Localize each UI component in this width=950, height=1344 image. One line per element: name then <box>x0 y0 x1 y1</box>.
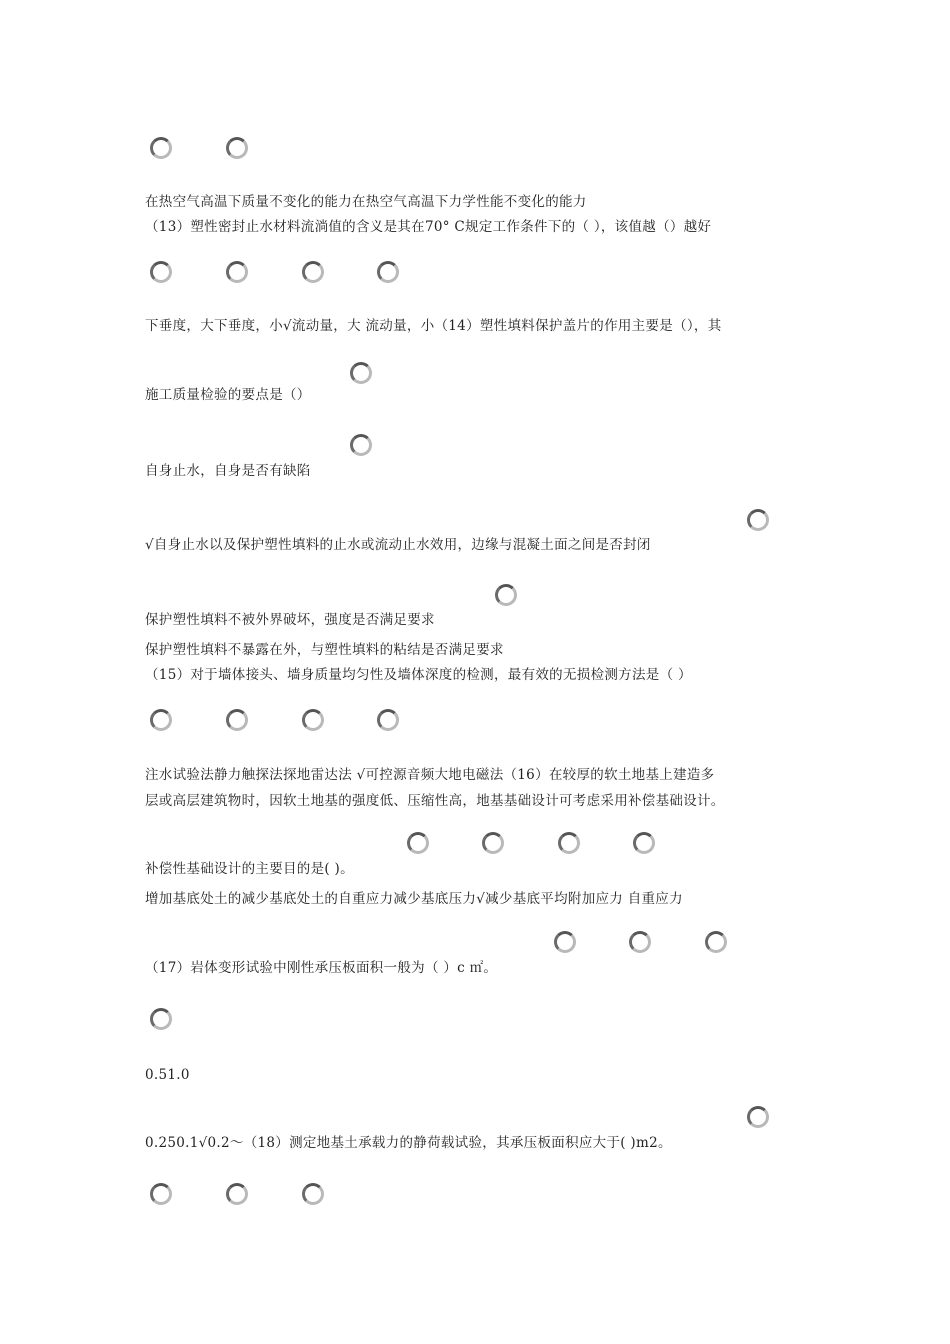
q16-options-text: 增加基底处土的减少基底处土的自重应力减少基底压力√减少基底平均附加应力 自重应力 <box>145 891 683 907</box>
q13-option-1-radio[interactable] <box>150 261 172 283</box>
q13-option-4-radio[interactable] <box>377 261 399 283</box>
q13-option-3-radio[interactable] <box>302 261 324 283</box>
q17-question: （17）岩体变形试验中刚性承压板面积一般为（ ）c ㎡。 <box>145 960 498 976</box>
q17-option-2-radio[interactable] <box>629 931 651 953</box>
q14-option-3-radio[interactable] <box>747 509 769 531</box>
q12-options-text: 在热空气高温下质量不变化的能力在热空气高温下力学性能不变化的能力 <box>145 194 587 210</box>
q14-option-1-text: 自身止水，自身是否有缺陷 <box>145 463 311 479</box>
q17-option-4-radio[interactable] <box>150 1008 172 1030</box>
q14-option-1-radio[interactable] <box>350 362 372 384</box>
q15-option-1-radio[interactable] <box>150 709 172 731</box>
q13-option-2-radio[interactable] <box>226 261 248 283</box>
q16-option-1-radio[interactable] <box>407 832 429 854</box>
q15-option-3-radio[interactable] <box>302 709 324 731</box>
q14-option-4-text: 保护塑性填料不暴露在外，与塑性填料的粘结是否满足要求 <box>145 642 504 658</box>
q16-option-3-radio[interactable] <box>558 832 580 854</box>
q14-option-2-text: √自身止水以及保护塑性填料的止水或流动止水效用，边缘与混凝土面之间是否封闭 <box>145 537 651 553</box>
q15-option-2-radio[interactable] <box>226 709 248 731</box>
q13-question: （13）塑性密封止水材料流淌值的含义是其在70° C规定工作条件下的（ ），该值越（）越好 <box>145 219 712 235</box>
q14-option-2-radio[interactable] <box>350 434 372 456</box>
q13-options-and-q14-question: 下垂度，大下垂度，小√流动量，大 流动量，小（14）塑性填料保护盖片的作用主要是（），其 <box>145 318 722 334</box>
q17-option-3-radio[interactable] <box>705 931 727 953</box>
q15-question: （15）对于墙体接头、墙身质量均匀性及墙体深度的检测，最有效的无损检测方法是（ ） <box>145 667 692 683</box>
q14-question-continued: 施工质量检验的要点是（） <box>145 387 311 403</box>
q17-option-1-radio[interactable] <box>554 931 576 953</box>
q16-option-4-radio[interactable] <box>633 832 655 854</box>
q16-option-2-radio[interactable] <box>482 832 504 854</box>
q16-question-continued: 层或高层建筑物时，因软土地基的强度低、压缩性高，地基基础设计可考虑采用补偿基础设计。 <box>145 793 725 809</box>
q15-option-4-radio[interactable] <box>377 709 399 731</box>
q18-option-2-radio[interactable] <box>150 1183 172 1205</box>
q17-options-and-q18-question: 0.250.1√0.2～（18）测定地基土承载力的静荷载试验，其承压板面积应大于( )m2。 <box>145 1135 672 1151</box>
q12-option-1-radio[interactable] <box>150 137 172 159</box>
q18-option-4-radio[interactable] <box>302 1183 324 1205</box>
q18-option-3-radio[interactable] <box>226 1183 248 1205</box>
q16-question-end: 补偿性基础设计的主要目的是( )。 <box>145 861 354 877</box>
q18-option-1-radio[interactable] <box>747 1106 769 1128</box>
q14-option-3-text: 保护塑性填料不被外界破坏，强度是否满足要求 <box>145 612 435 628</box>
q12-option-2-radio[interactable] <box>226 137 248 159</box>
q17-options-text-1: 0.51.0 <box>145 1067 190 1083</box>
q14-option-4-radio[interactable] <box>495 584 517 606</box>
q15-options-and-q16-question: 注水试验法静力触探法探地雷达法 √可控源音频大地电磁法（16）在较厚的软土地基上建造多 <box>145 767 715 783</box>
